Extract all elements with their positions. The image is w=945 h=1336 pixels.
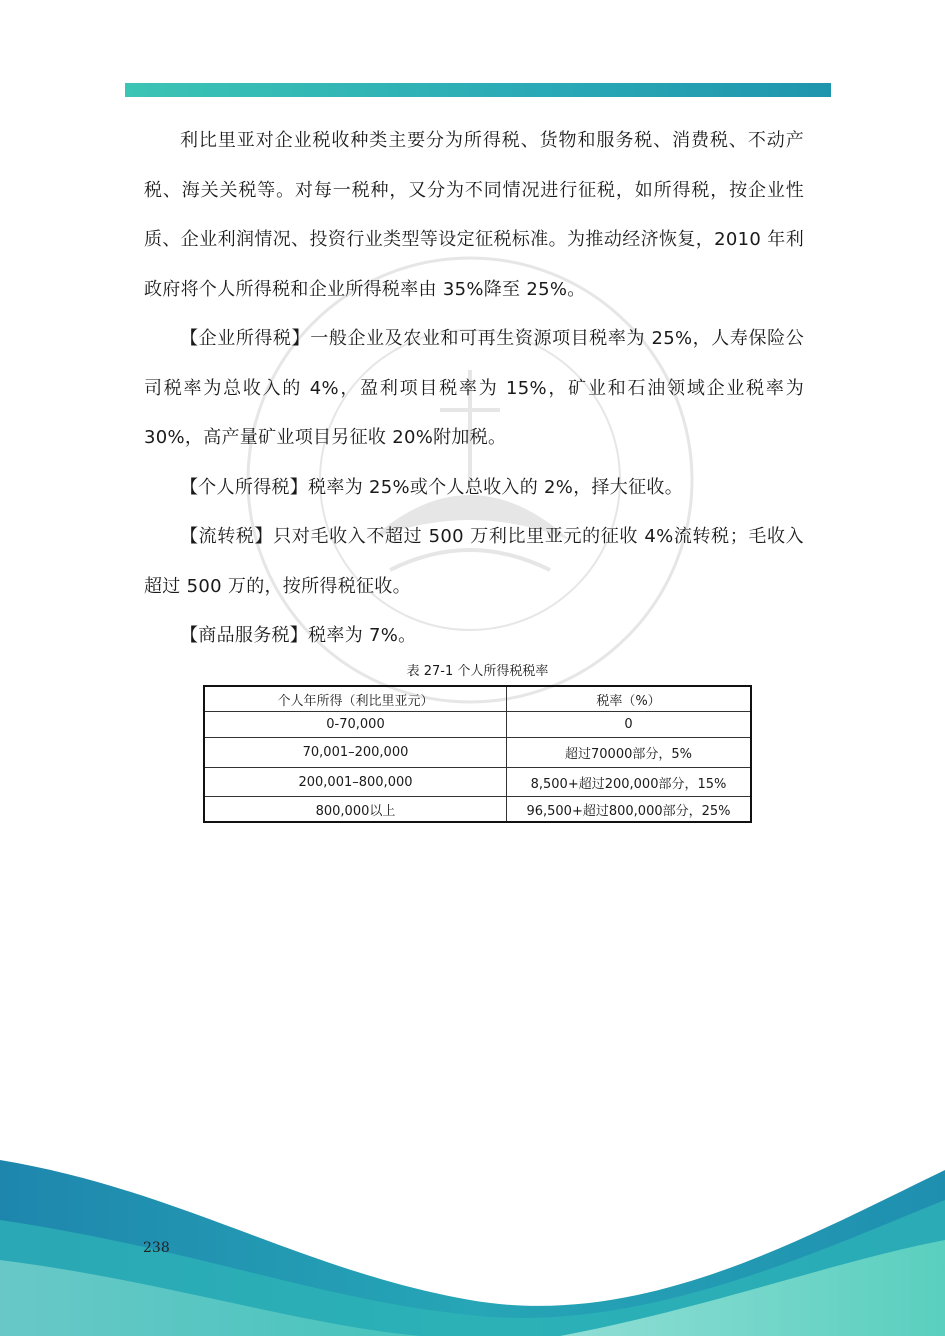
rate-cell: 96,500+超过800,000部分，25% [507,797,752,823]
header-bar [125,83,831,97]
table-row [204,797,751,823]
paragraph-corporate-income-tax: 【企业所得税】一般企业及农业和可再生资源项目税率为 25%，人寿保险公司税率为总收入的 4%，盈利项目税率为 15%，矿业和石油领域企业税率为 30%，高产量矿业项目另征收 20%附加税。 [144,328,804,448]
table-row [204,738,751,768]
paragraph-personal-income-tax: 【个人所得税】税率为 25%或个人总收入的 2%，择大征收。 [180,476,684,498]
income-cell: 70,001–200,000 [204,738,507,768]
income-tax-rate-table [203,685,752,823]
income-cell: 0-70,000 [204,712,507,738]
paragraph-turnover-tax: 【流转税】只对毛收入不超过 500 万利比里亚元的征收 4%流转税；毛收入超过 500 万的，按所得税征收。 [144,526,804,597]
page-number: 238 [143,1240,170,1256]
table-header-row [204,686,751,712]
rate-cell: 超过70000部分，5% [507,738,752,768]
rate-cell: 8,500+超过200,000部分，15% [507,768,752,797]
table-row [204,768,751,797]
body-text [144,116,804,661]
table-caption: 表 27-1 个人所得税税率 [406,664,549,679]
table-row [204,712,751,738]
header-rate: 税率（%） [507,686,752,712]
rate-cell: 0 [507,712,752,738]
paragraph-tax-overview: 利比里亚对企业税收种类主要分为所得税、货物和服务税、消费税、不动产税、海关关税等。对每一税种，又分为不同情况进行征税，如所得税，按企业性质、企业利润情况、投资行业类型等设定征税标准。为推动经济恢复，2010 年利政府将个人所得税和企业所得税率由 35%降至 25%。 [144,130,804,300]
income-cell: 800,000以上 [204,797,507,823]
header-income: 个人年所得（利比里亚元） [204,686,507,712]
paragraph-goods-services-tax: 【商品服务税】税率为 7%。 [180,625,417,646]
income-cell: 200,001–800,000 [204,768,507,797]
footer-waves [0,1150,945,1336]
